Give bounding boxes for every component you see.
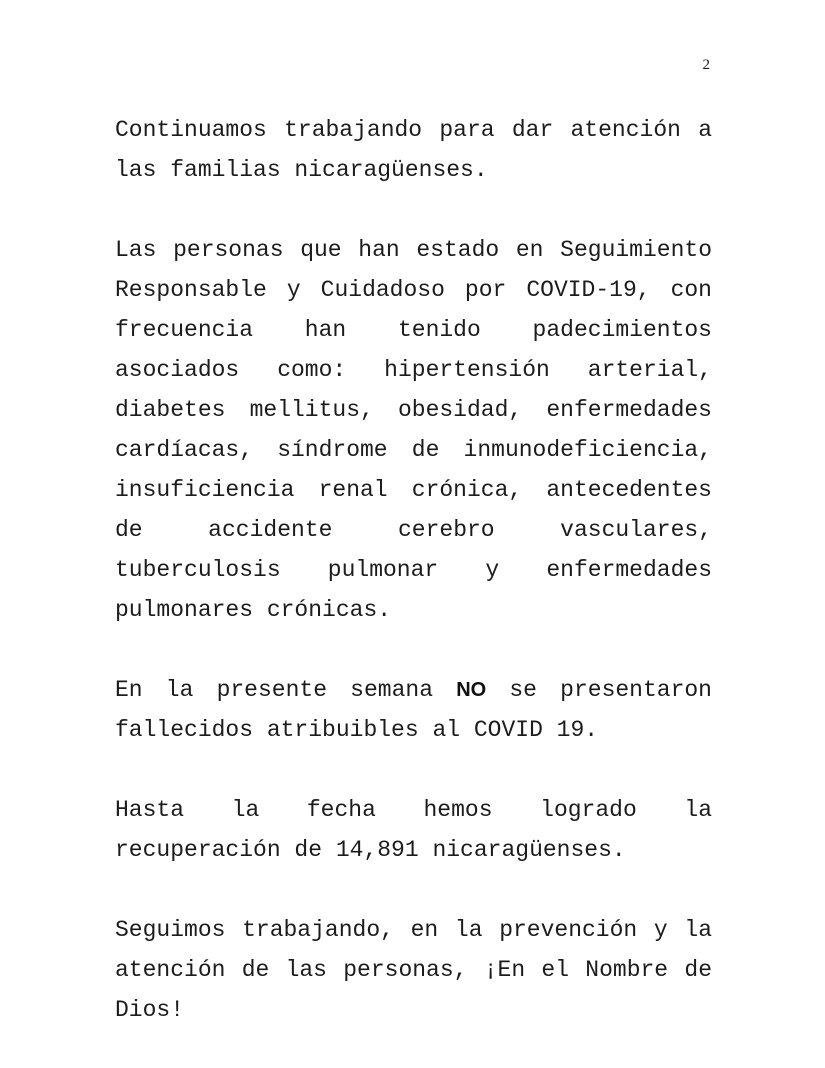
emphasis-no: NO xyxy=(456,679,487,701)
fallecidos-text-before: En la presente semana xyxy=(115,677,457,703)
fallecidos-text-after: se presentaron fallecidos atribuibles al COVID 19. xyxy=(115,677,712,743)
document-body xyxy=(115,110,712,1030)
paragraph-seguimos: Seguimos trabajando, en la prevención y la atención de las personas, ¡En el Nombre de Dios! xyxy=(115,917,712,1023)
paragraph-padecimientos: Las personas que han estado en Seguimiento Responsable y Cuidadoso por COVID-19, con frecuencia han tenido padecimientos asociados como: hipertensión arterial, diabetes mellitus, obesidad, enfermedades cardíacas, síndrome de inmunodeficiencia, insuficiencia renal crónica, antecedentes de accidente cerebro vasculares, tuberculosis pulmonar y enfermedades pulmonares crónicas. xyxy=(115,237,712,623)
paragraph-continuamos: Continuamos trabajando para dar atención a las familias nicaragüenses. xyxy=(115,117,712,183)
paragraph-fallecidos xyxy=(115,670,712,750)
paragraph-recuperacion: Hasta la fecha hemos logrado la recuperación de 14,891 nicaragüenses. xyxy=(115,797,712,863)
page-number: 2 xyxy=(702,57,710,73)
